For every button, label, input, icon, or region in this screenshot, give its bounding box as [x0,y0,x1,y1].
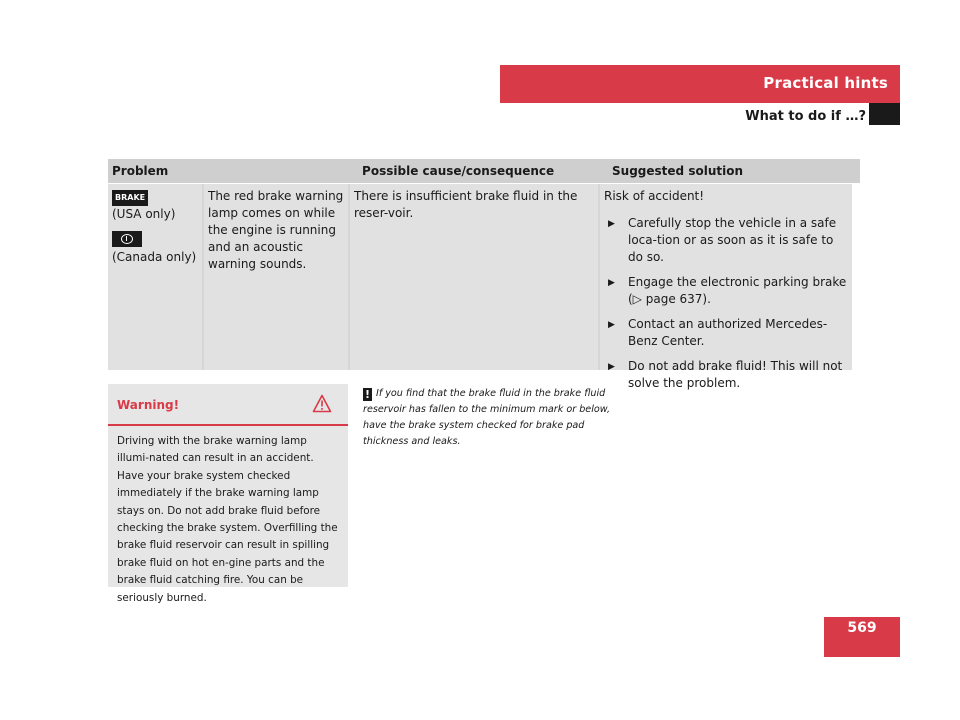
brake-lamp-usa-icon: BRAKE [112,190,148,206]
warning-header [108,384,348,426]
header-marker [869,103,900,125]
lamp-usa-label: (USA only) [112,207,176,221]
solution-item: ▶ Engage the electronic parking brake (▷ page 637). [604,274,849,308]
solution-item: ▶ Do not add brake fluid! This will not solve the problem. [604,358,849,392]
header-problem: Problem [112,164,169,178]
note-text: If you find that the brake fluid in the brake fluid reservoir has fallen to the minimum mark or below, have the brake system checked for brake pad thickness and leaks. [363,388,611,447]
solution-cell [600,184,852,390]
troubleshooting-table [108,159,860,390]
header-band [500,65,900,103]
brake-lamp-canada-icon [112,231,142,247]
arrow-bullet-icon: ▶ [608,278,615,288]
lamp-cell [108,184,204,370]
lamp-canada-label: (Canada only) [112,250,197,264]
warning-triangle-icon [312,394,332,413]
cause-cell: There is insufficient brake fluid in the reser-voir. [350,184,600,370]
exclamation-icon: ! [364,388,371,401]
page-number: 569 [847,620,877,636]
note [363,386,613,450]
section-subtitle: What to do if …? [745,109,866,124]
arrow-bullet-icon: ▶ [608,219,615,229]
solution-title: Risk of accident! [604,189,705,203]
solution-item: ▶ Carefully stop the vehicle in a safe loca-tion or as soon as it is safe to do so. [604,215,849,266]
warning-text: Driving with the brake warning lamp illumi-nated can result in an accident. Have your brake system checked immediately if the brake warning lamp stays on. Do not add brake fluid before checking the brake system. Overfilling the brake fluid reservoir can result in spilling brake fluid on hot en-gine parts and the brake fluid catching fire. You can be seriously burned. [117,435,338,604]
warning-title: Warning! [117,398,180,412]
problem-cell: The red brake warning lamp comes on while the engine is running and an acoustic warning sounds. [204,184,350,370]
table-header-row [108,159,860,183]
header-problem-spacer [208,159,358,183]
arrow-bullet-icon: ▶ [608,362,615,372]
warning-box [108,384,348,604]
header-solution: Suggested solution [612,164,743,178]
section-title: Practical hints [763,74,888,92]
table-row [108,184,860,390]
solution-item: ▶ Contact an authorized Mercedes-Benz Center. [604,316,849,350]
header-cause: Possible cause/consequence [362,164,555,178]
arrow-bullet-icon: ▶ [608,320,615,330]
page-number-box [824,617,900,657]
